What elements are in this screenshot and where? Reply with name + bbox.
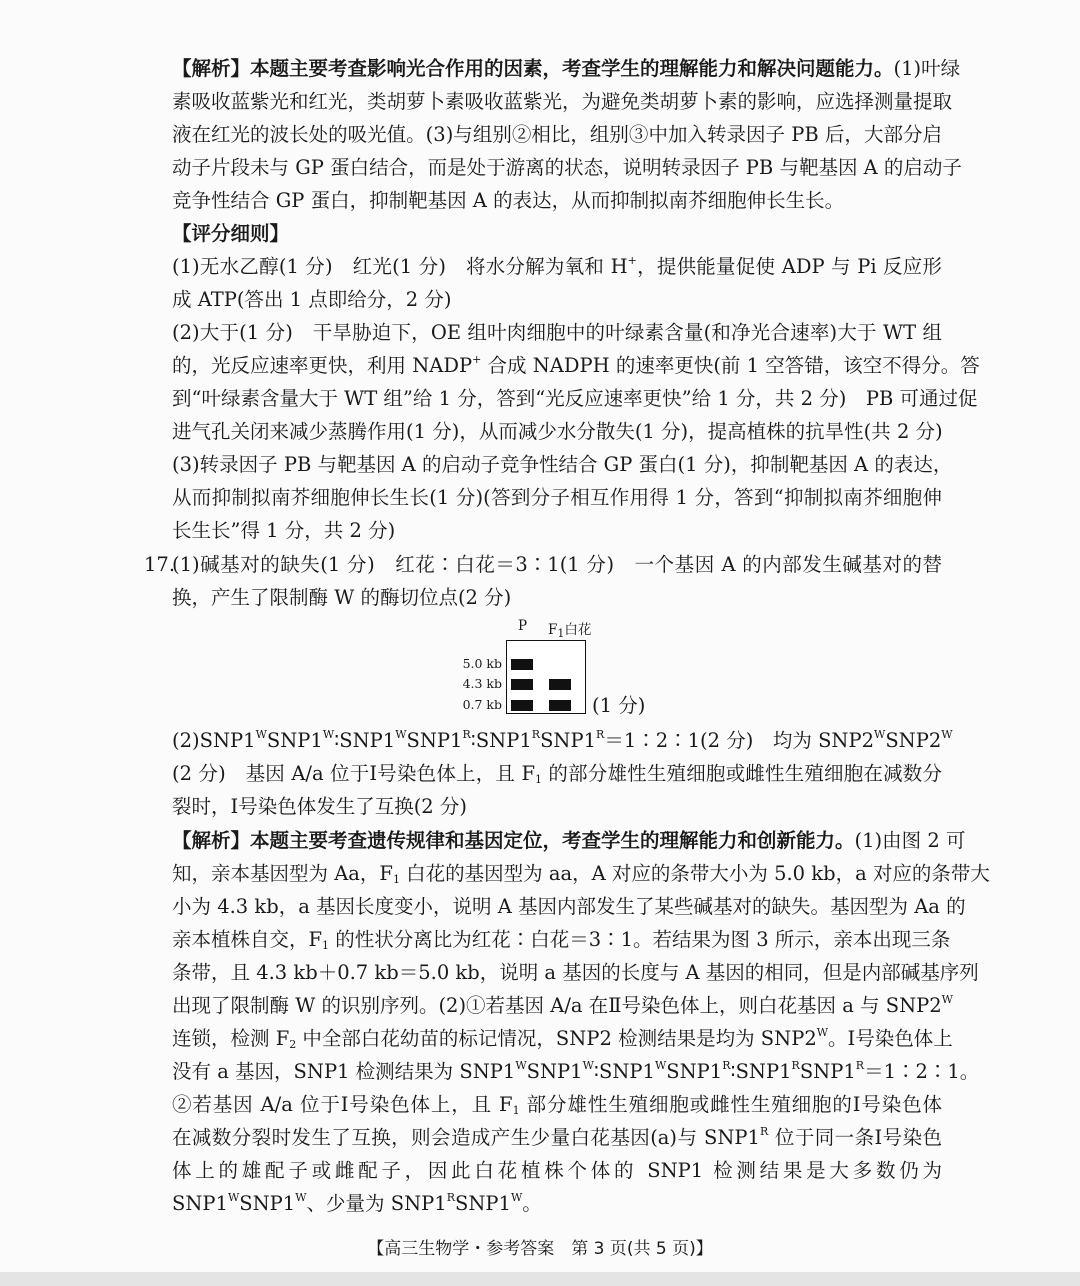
page-footer: 【高三生物学・参考答案 第 3 页(共 5 页)】 xyxy=(367,1239,713,1259)
size-label-0-7kb: 0.7 kb xyxy=(462,697,502,712)
scoring-line-6: 进气孔关闭来减少蒸腾作用(1 分)，从而减少水分散失(1 分)，提高植株的抗旱性(共 2 分) xyxy=(172,420,943,443)
q17-line-4: (2 分) 基因 A/a 位于Ⅰ号染色体上，且 $F_1$ 的部分雄性生殖细胞或雌性生殖细胞在减数分 xyxy=(172,762,942,786)
analysis-intro: 本题主要考查影响光合作用的因素，考查学生的理解能力和解决问题能力。 xyxy=(250,57,894,80)
analysis17-line-9: ②若基因 A/a 位于Ⅰ号染色体上，且 $F_1$ 部分雄性生殖细胞或雌性生殖细胞的Ⅰ号染色体 xyxy=(172,1093,942,1117)
analysis17-line-11: 体上的雄配子或雌配子，因此白花植株个体的 SNP1 检测结果是大多数仍为 xyxy=(172,1159,942,1182)
analysis17-line-12: $SNP1^WSNP1^W$、少量为 $SNP1^RSNP1^W$。 xyxy=(172,1191,542,1215)
analysis-tag: 【解析】 xyxy=(172,829,251,852)
question-number: 17. xyxy=(144,553,176,576)
analysis17-line-7: 连锁，检测 $F_2$ 中全部白花幼苗的标记情况，SNP2 检测结果是均为 $SNP2^W$。Ⅰ号染色体上 xyxy=(172,1026,953,1051)
size-label-5kb: 5.0 kb xyxy=(462,656,502,671)
analysis16-line-2: 素吸收蓝紫光和红光，类胡萝卜素吸收蓝紫光，为避免类胡萝卜素的影响，应选择测量提取 xyxy=(172,90,953,113)
analysis-intro: 本题主要考查遗传规律和基因定位，考查学生的理解能力和创新能力。 xyxy=(250,829,855,852)
gel-score: (1 分) xyxy=(592,694,646,717)
scoring-line-2: 成 ATP(答出 1 点即给分，2 分) xyxy=(172,288,452,311)
analysis17-line-5: 条带，且 4.3 kb＋0.7 kb＝5.0 kb，说明 a 基因的长度与 A 基因的相同，但是内部碱基序列 xyxy=(172,961,979,984)
bottom-bar xyxy=(0,1272,1080,1286)
scoring-line-3: (2)大于(1 分) 干旱胁迫下，OE 组叶肉细胞中的叶绿素含量(和净光合速率)大于 WT 组 xyxy=(172,321,942,344)
scoring-line-7: (3)转录因子 PB 与靶基因 A 的启动子竞争性结合 GP 蛋白(1 分)，抑制靶基因 A 的表达， xyxy=(172,453,953,476)
q17-line-1: (1)碱基对的缺失(1 分) 红花∶白花＝3∶1(1 分) 一个基因 A 的内部发生碱基对的替 xyxy=(172,553,942,576)
scoring-line-4: 的，光反应速率更快，利用 NADP+ 合成 NADPH 的速率更快(前 1 空答错，该空不得分。答 xyxy=(172,353,980,377)
scoring-line-8: 从而抑制拟南芥细胞伸长生长(1 分)(答到分子相互作用得 1 分，答到“抑制拟南芥细胞伸 xyxy=(172,486,942,509)
scoring-title: 【评分细则】 xyxy=(172,222,290,245)
scoring-line-1: (1)无水乙醇(1 分) 红光(1 分) 将水分解为氧和 H+，提供能量促使 ADP 与 Pi 反应形 xyxy=(172,254,942,278)
band-p-5kb xyxy=(511,659,533,670)
analysis17-line-4: 亲本植株自交，$F_1$ 的性状分离比为红花∶白花＝3∶1。若结果为图 3 所示，亲本出现三条 xyxy=(172,928,951,952)
analysis-tag: 【解析】 xyxy=(172,57,251,80)
analysis16-line-4: 动子片段未与 GP 蛋白结合，而是处于游离的状态，说明转录因子 PB 与靶基因 A 的启动子 xyxy=(172,156,962,179)
q17-line-2: 换，产生了限制酶 W 的酶切位点(2 分) xyxy=(172,586,512,609)
scoring-line-9: 长生长”得 1 分，共 2 分) xyxy=(172,519,396,542)
analysis17-line-6: 出现了限制酶 W 的识别序列。(2)①若基因 A/a 在Ⅱ号染色体上，则白花基因 a 与 $SNP2^W$ xyxy=(172,993,953,1017)
analysis17-line-10: 在减数分裂时发生了互换，则会造成产生少量白花基因(a)与 $SNP1^R$ 位于同一条Ⅰ号染色 xyxy=(172,1125,942,1149)
size-label-4-3kb: 4.3 kb xyxy=(462,676,502,691)
analysis17-line-2: 知，亲本基因型为 Aa，$F_1$ 白花的基因型为 aa，A 对应的条带大小为 5.0 kb，a 对应的条带大 xyxy=(172,862,990,886)
analysis16-line-5: 竞争性结合 GP 蛋白，抑制靶基因 A 的表达，从而抑制拟南芥细胞伸长生长。 xyxy=(172,189,845,212)
analysis17-line-3: 小为 4.3 kb，a 基因长度变小，说明 A 基因内部发生了某些碱基对的缺失。基因型为 Aa 的 xyxy=(172,895,966,918)
gel-box xyxy=(506,640,586,714)
lane-label-f1: $F_1$白花 xyxy=(548,622,592,640)
q17-line-5: 裂时，Ⅰ号染色体发生了互换(2 分) xyxy=(172,795,468,818)
band-f1-4-3kb xyxy=(549,679,571,690)
analysis16-line-1: 【解析】本题主要考查影响光合作用的因素，考查学生的理解能力和解决问题能力。(1)叶绿 xyxy=(172,57,961,80)
analysis16-line-3: 液在红光的波长处的吸光值。(3)与组别②相比，组别③中加入转录因子 PB 后，大部分启 xyxy=(172,123,942,146)
band-p-0-7kb xyxy=(511,700,533,711)
lane-label-p: P xyxy=(518,618,528,634)
scoring-line-5: 到“叶绿素含量大于 WT 组”给 1 分，答到“光反应速率更快”给 1 分，共 2 分) PB 可通过促 xyxy=(172,387,978,410)
band-p-4-3kb xyxy=(511,679,533,690)
q17-line-3: $(2)SNP1^WSNP1^W∶SNP1^WSNP1^R∶SNP1^RSNP1^R=1∶2∶1(2$ 分) 均为 $SNP2^WSNP2^W$ xyxy=(172,728,953,752)
analysis17-line-1: 【解析】本题主要考查遗传规律和基因定位，考查学生的理解能力和创新能力。(1)由图 2 可 xyxy=(172,829,966,852)
band-f1-0-7kb xyxy=(549,700,571,711)
analysis17-line-8: 没有 a 基因，SNP1 检测结果为 $SNP1^WSNP1^W∶SNP1^WSNP1^R∶SNP1^RSNP1^R=1∶2∶1$。 xyxy=(172,1059,980,1083)
